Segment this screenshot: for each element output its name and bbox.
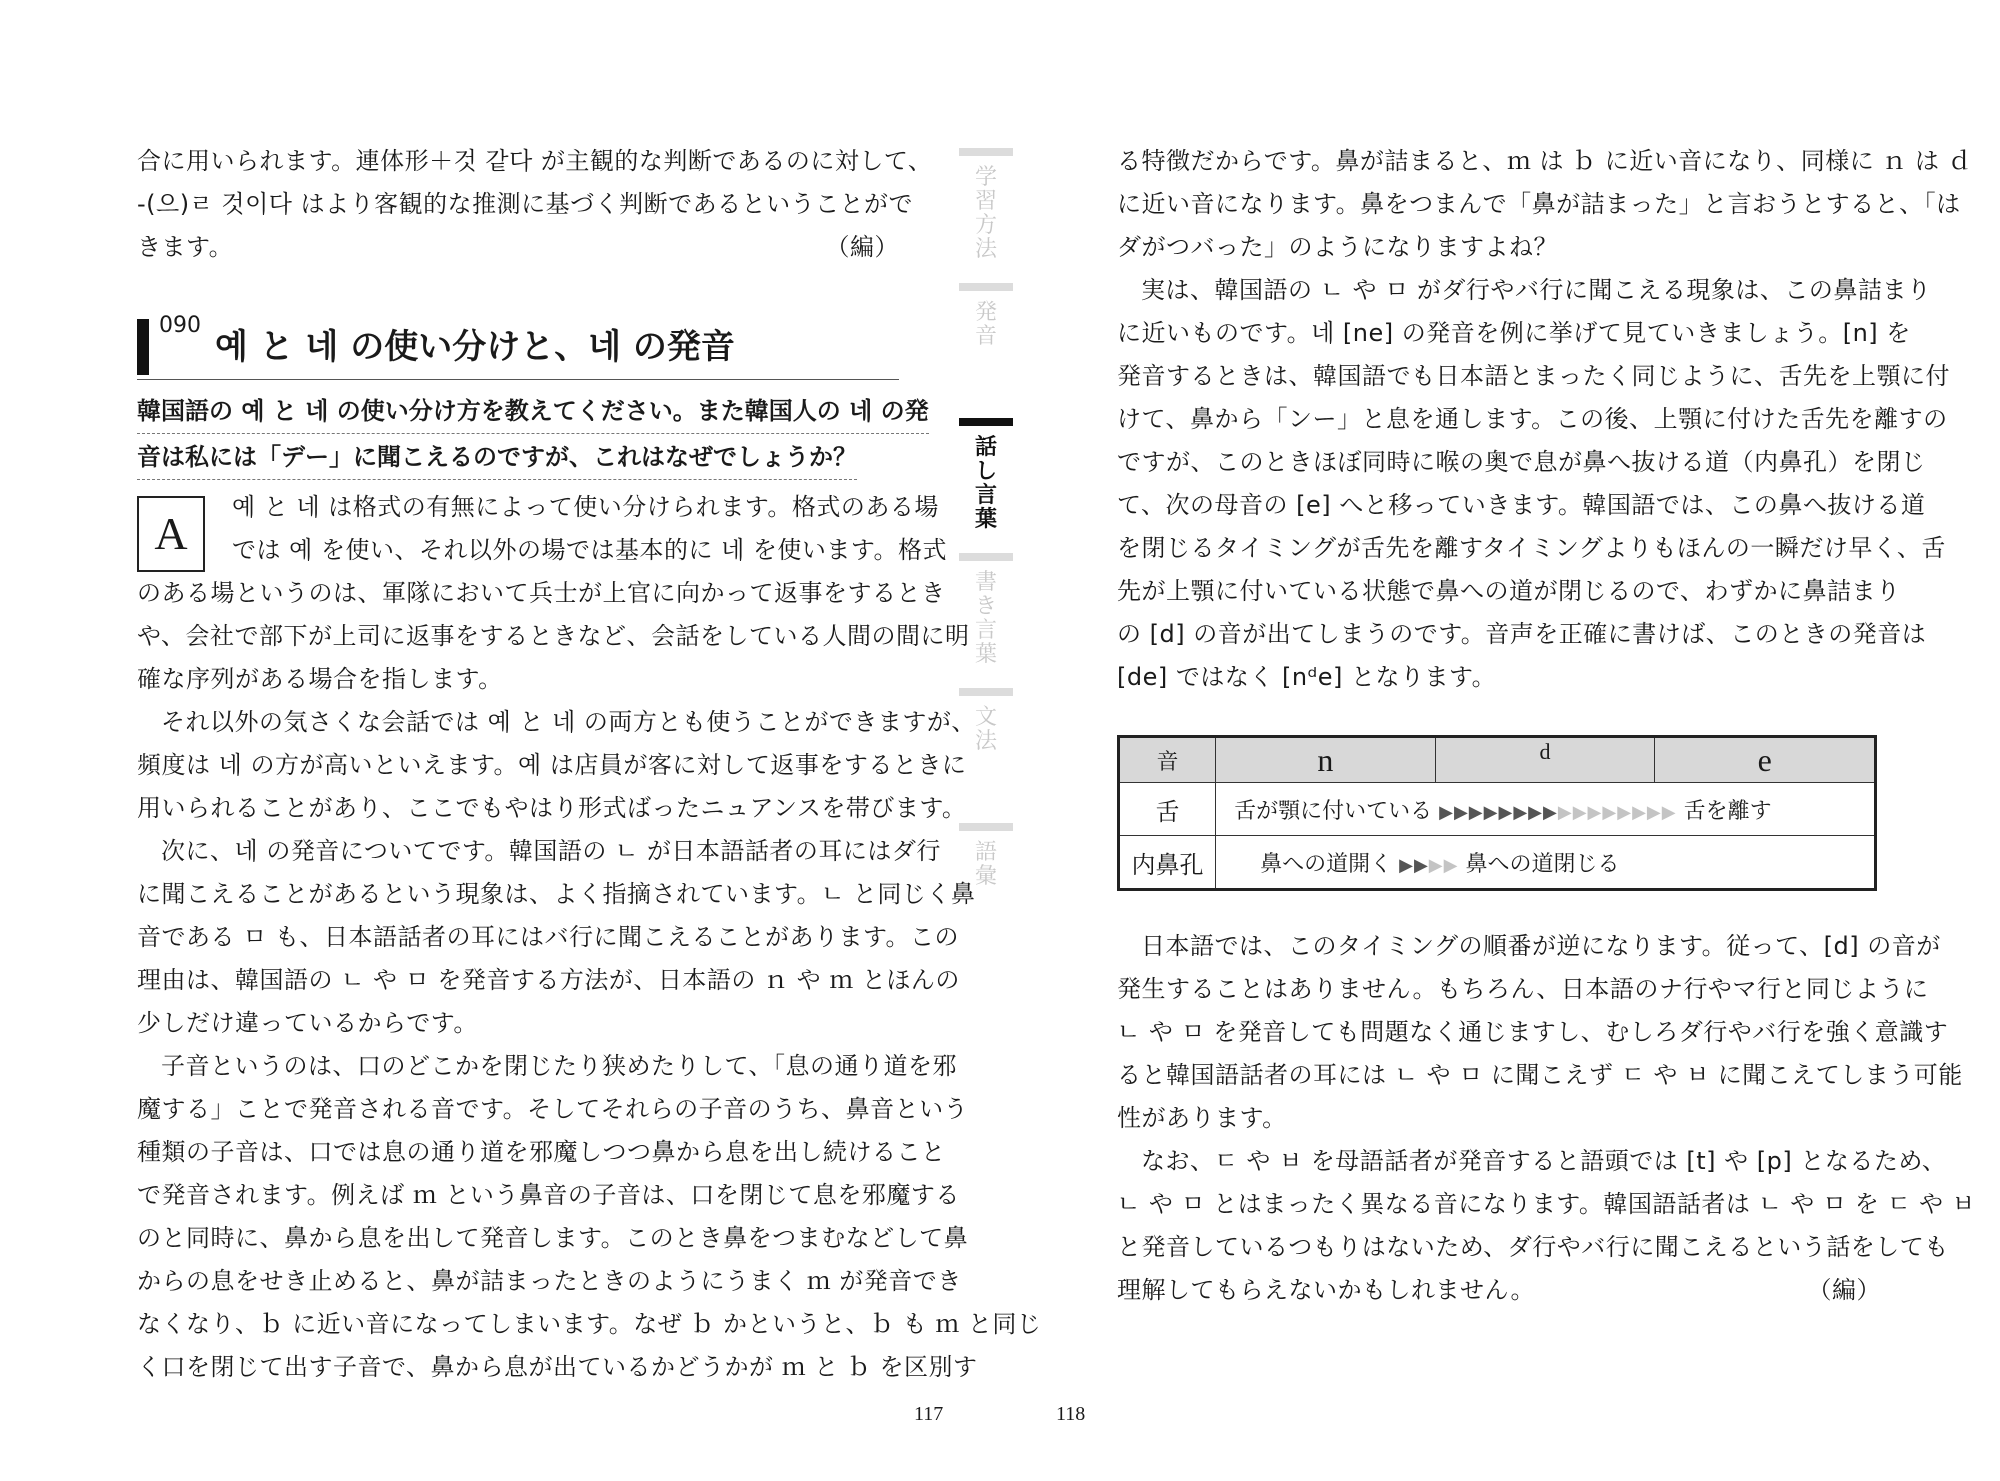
- index-tab-stripe: [959, 553, 1013, 561]
- page-number-right: 118: [1056, 1403, 1086, 1425]
- side-index: [959, 148, 1013, 923]
- body-line: 発生することはありません。もちろん、日本語のナ行やマ行と同じように: [1117, 975, 1929, 1003]
- row-content: [1216, 783, 1876, 836]
- answer-line: 子音というのは、口のどこかを閉じたり狭めたりして、「息の通り道を邪: [161, 1052, 958, 1080]
- right-page-column: [1117, 140, 1976, 1312]
- body-line: と発音しているつもりはないため、ダ行やバ行に聞こえるという話をしても: [1117, 1233, 1949, 1261]
- answer-line: では 예 を使い、それ以外の場では基本的に 네 を使います。格式: [232, 536, 947, 564]
- body-line: なお、ㄷ や ㅂ を母語話者が発音すると語頭では [t] や [p] となるため、: [1141, 1147, 1947, 1175]
- body-line: 日本語では、このタイミングの順番が逆になります。従って、[d] の音が: [1141, 932, 1941, 960]
- index-tab-vocabulary[interactable]: [959, 823, 1013, 923]
- answer-line: 音である ㅁ も、日本語話者の耳にはバ行に聞こえることがあります。この: [137, 923, 960, 951]
- answer-line: く口を閉じて出す子音で、鼻から息が出ているかどうかが ｍ と ｂ を区別す: [137, 1353, 978, 1381]
- body-line: 性があります。: [1117, 1104, 1287, 1132]
- body-line: ㄴ や ㅁ を発音しても問題なく通じますし、むしろダ行やバ行を強く意識す: [1117, 1018, 1949, 1046]
- row-content: [1216, 836, 1876, 890]
- answer-line: 頻度は 네 の方が高いといえます。예 は店員が客に対して返事をするときに: [137, 751, 967, 779]
- intro-line-text: きます。: [137, 233, 234, 261]
- index-tab-stripe: [959, 823, 1013, 831]
- body-line: ㄴ や ㅁ とはまったく異なる音になります。韓国語話者は ㄴ や ㅁ を ㄷ や ㅂ: [1117, 1190, 1976, 1218]
- row-text: 鼻への道開く: [1260, 851, 1393, 877]
- intro-line: -(으)ㄹ 것이다 はより客観的な推測に基づく判断であるということがで: [137, 190, 914, 218]
- answer-mark: A: [137, 496, 205, 572]
- articulation-table: [1117, 735, 1877, 891]
- index-tab-grammar[interactable]: [959, 688, 1013, 823]
- editor-note: （編）: [1807, 1276, 1881, 1304]
- row-label: 内鼻孔: [1119, 836, 1216, 890]
- intro-line: [137, 226, 899, 269]
- answer-line: からの息をせき止めると、鼻が詰まったときのようにうまく ｍ が発音でき: [137, 1267, 962, 1295]
- page-number-left: 117: [914, 1403, 944, 1425]
- answer-line: 예 と 네 は格式の有無によって使い分けられます。格式のある場: [232, 493, 939, 521]
- table-row: [1119, 836, 1876, 890]
- index-tab-stripe: [959, 148, 1013, 156]
- intro-line: 合に用いられます。連体形＋것 같다 が主観的な判断であるのに対して、: [137, 147, 933, 175]
- index-tab-label: 話し言葉: [974, 435, 997, 532]
- index-tab-study-method[interactable]: [959, 148, 1013, 283]
- body-line: る特徴だからです。鼻が詰まると、ｍ は ｂ に近い音になり、同様に ｎ は ｄ: [1117, 147, 1973, 175]
- row-text: 舌が顎に付いている: [1234, 798, 1433, 824]
- body-line: 発音するときは、韓国語でも日本語とまったく同じように、舌先を上顎に付: [1117, 362, 1950, 390]
- row-text: 舌を離す: [1683, 798, 1772, 824]
- answer-line: のある場というのは、軍隊において兵士が上官に向かって返事をするとき: [137, 579, 946, 607]
- index-tab-pronunciation[interactable]: [959, 283, 1013, 418]
- table-row: [1119, 783, 1876, 836]
- answer-line: 用いられることがあり、ここでもやはり形式ばったニュアンスを帯びます。: [137, 794, 967, 822]
- body-line: の [d] の音が出てしまうのです。音声を正確に書けば、このときの発音は: [1117, 620, 1927, 648]
- body-line: 実は、韓国語の ㄴ や ㅁ がダ行やバ行に聞こえる現象は、この鼻詰まり: [1141, 276, 1932, 304]
- question-line: 音は私には「デー」に聞こえるのですが、これはなぜでしょうか？: [137, 436, 857, 480]
- index-tab-spoken-language[interactable]: [959, 418, 1013, 553]
- body-line: ですが、このときほぼ同時に喉の奥で息が鼻へ抜ける道（内鼻孔）を閉じ: [1117, 448, 1926, 476]
- index-tab-label: 文法: [974, 705, 997, 754]
- answer-line: 次に、네 の発音についてです。韓国語の ㄴ が日本語話者の耳にはダ行: [161, 837, 941, 865]
- table-header-cell: 音: [1119, 737, 1216, 783]
- question-title: 예 と 네 の使い分けと、네 の発音: [215, 327, 735, 367]
- row-text: 鼻への道閉じる: [1465, 851, 1620, 877]
- answer-line: なくなり、ｂ に近い音になってしまいます。なぜ ｂ かというと、ｂ も ｍ と同じ: [137, 1310, 1042, 1338]
- body-line: に近い音になります。鼻をつまんで「鼻が詰まった」と言おうとすると、「は: [1117, 190, 1961, 218]
- body-line: ダがつバった」のようになりますよね？: [1117, 233, 1558, 261]
- answer-line: 確な序列がある場合を指します。: [137, 665, 503, 693]
- question-heading: [137, 311, 899, 380]
- heading-bar: [137, 319, 149, 375]
- answer-line: で発音されます。例えば ｍ という鼻音の子音は、口を閉じて息を邪魔する: [137, 1181, 960, 1209]
- body-line: けて、鼻から「ンー」と息を通します。この後、上顎に付けた舌先を離すの: [1117, 405, 1948, 433]
- index-tab-label: 発音: [974, 300, 997, 349]
- answer-line: 理由は、韓国語の ㄴ や ㅁ を発音する方法が、日本語の ｎ や ｍ とほんの: [137, 966, 960, 994]
- body-line: ると韓国語話者の耳には ㄴ や ㅁ に聞こえず ㄷ や ㅂ に聞こえてしまう可能: [1117, 1061, 1963, 1089]
- index-tab-written-language[interactable]: [959, 553, 1013, 688]
- question-text: [137, 390, 929, 482]
- answer-line: 少しだけ違っているからです。: [137, 1009, 478, 1037]
- index-tab-label: 書き言葉: [974, 570, 997, 667]
- index-tab-label: 語彙: [974, 840, 997, 889]
- phone-cell: n: [1216, 737, 1436, 783]
- arrow-gradient-icon: ▶▶▶▶: [1399, 854, 1459, 876]
- answer-line: 魔する」ことで発音される音です。そしてそれらの子音のうち、鼻音という: [137, 1095, 969, 1123]
- body-line: [de] ではなく [nᵈe] となります。: [1117, 663, 1497, 691]
- index-tab-stripe: [959, 283, 1013, 291]
- editor-note: （編）: [825, 233, 899, 261]
- row-label: 舌: [1119, 783, 1216, 836]
- answer-line: に聞こえることがあるという現象は、よく指摘されています。ㄴ と同じく鼻: [137, 880, 976, 908]
- question-number: 090: [159, 313, 201, 338]
- body-line: 先が上顎に付いている状態で鼻への道が閉じるので、わずかに鼻詰まり: [1117, 577, 1901, 605]
- answer-line: それ以外の気さくな会話では 예 と 네 の両方とも使うことができますが、: [161, 708, 976, 736]
- phone-cell: e: [1655, 737, 1876, 783]
- answer-line: 種類の子音は、口では息の通り道を邪魔しつつ鼻から息を出し続けること: [137, 1138, 946, 1166]
- table-row: [1119, 737, 1876, 783]
- body-line-text: 理解してもらえないかもしれません。: [1117, 1276, 1535, 1304]
- question-line: 韓国語の 예 と 네 の使い分け方を教えてください。また韓国人の 네 の発: [137, 390, 929, 434]
- phone-cell: d: [1435, 737, 1655, 783]
- arrow-gradient-icon: ▶▶▶▶▶▶▶▶▶▶▶▶▶▶▶▶: [1439, 801, 1677, 823]
- answer-line: や、会社で部下が上司に返事をするときなど、会話をしている人間の間に明: [137, 622, 970, 650]
- index-tab-stripe: [959, 418, 1013, 426]
- body-line: を閉じるタイミングが舌先を離すタイミングよりもほんの一瞬だけ早く、舌: [1117, 534, 1946, 562]
- body-line: に近いものです。네 [ne] の発音を例に挙げて見ていきましょう。[n] を: [1117, 319, 1911, 347]
- index-tab-label: 学習方法: [974, 165, 997, 262]
- body-line: て、次の母音の [e] へと移っていきます。韓国語では、この鼻へ抜ける道: [1117, 491, 1926, 519]
- body-line: [1117, 1269, 1881, 1312]
- answer-line: のと同時に、鼻から息を出して発音します。このとき鼻をつまむなどして鼻: [137, 1224, 969, 1252]
- index-tab-stripe: [959, 688, 1013, 696]
